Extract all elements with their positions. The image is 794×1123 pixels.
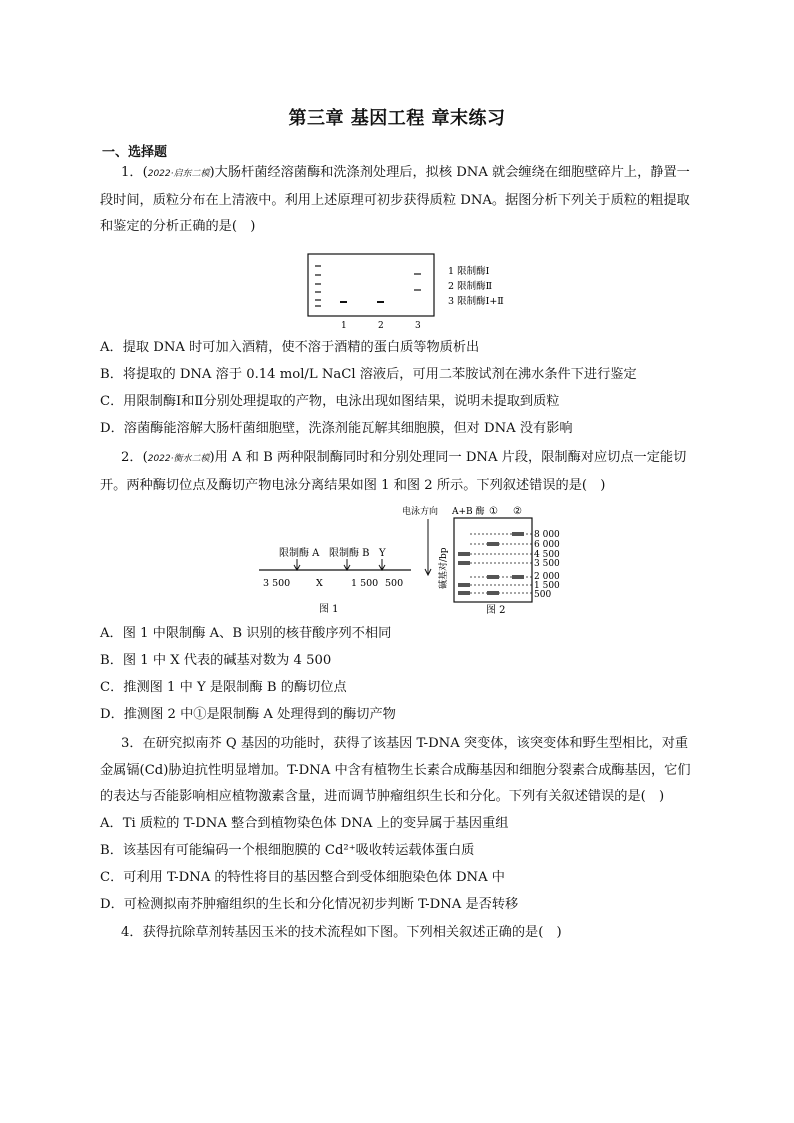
- question-2-stem: 2．(2022·衡水二模)用 A 和 B 两种限制酶同时和分别处理同一 DNA 片段，限制酶对应切点一定能切开。两种酶切位点及酶切产物电泳分离结果如图 1 和图 2 所示。下列叙述错误的是( ): [100, 450, 687, 493]
- source-year: 2022·: [147, 454, 174, 464]
- question-1-stem: 1．(2022·启东二模)大肠杆菌经溶菌酶和洗涤剂处理后，拟核 DNA 就会缠绕在细胞壁碎片上，静置一段时间，质粒分布在上清液中。利用上述原理可初步获得质粒 DNA。据图分析下列关于质粒的粗提取和鉴定的分析正确的是( ): [100, 165, 690, 235]
- lane-header-1: ①: [489, 506, 498, 517]
- band-ab-4500: [458, 552, 470, 556]
- figure-1-caption: 图 1: [319, 604, 339, 615]
- segment-4: 500: [385, 578, 404, 589]
- size-6000: 6 000: [534, 540, 560, 550]
- band-1-2000: [487, 575, 499, 579]
- section-heading: 一、选择题: [102, 145, 168, 160]
- q1-option-b: B．将提取的 DNA 溶于 0.14 mol/L NaCl 溶液后，可用二苯胺试剂在沸水条件下进行鉴定: [100, 367, 637, 382]
- figure-2-gel: [400, 503, 570, 615]
- question-4-stem: 4．获得抗除草剂转基因玉米的技术流程如下图。下列相关叙述正确的是( ): [121, 925, 562, 940]
- gel-ladder: [315, 266, 321, 306]
- segment-3: 1 500: [351, 578, 379, 589]
- q1-option-c: C．用限制酶Ⅰ和Ⅱ分别处理提取的产物，电泳出现如图结果，说明未提取到质粒: [100, 394, 560, 409]
- size-2000: 2 000: [534, 572, 560, 582]
- legend-2: 2 限制酶Ⅱ: [448, 281, 493, 292]
- size-4500: 4 500: [534, 550, 560, 560]
- site-y-label: Y: [379, 548, 386, 559]
- source-year: 2022·: [147, 169, 174, 179]
- segment-x: X: [316, 578, 323, 589]
- lane-label-3: 3: [415, 321, 421, 331]
- q2-option-c: C．推测图 1 中 Y 是限制酶 B 的酶切位点: [100, 680, 347, 695]
- band-ab-3500: [458, 561, 470, 565]
- size-8000: 8 000: [534, 530, 560, 540]
- band-2-8000: [512, 532, 524, 536]
- lane-label-1: 1: [341, 321, 347, 331]
- source-name: 启东二模: [173, 169, 210, 179]
- source-name: 衡水二模: [173, 454, 210, 464]
- figure-2-caption: 图 2: [486, 605, 506, 615]
- enzyme-a-label: 限制酶 A: [279, 548, 320, 559]
- page-title: 第三章 基因工程 章末练习: [288, 108, 506, 129]
- legend-3: 3 限制酶Ⅰ+Ⅱ: [448, 296, 504, 307]
- enzyme-b-label: 限制酶 B: [329, 548, 370, 559]
- q2-option-b: B．图 1 中 X 代表的碱基对数为 4 500: [100, 653, 332, 668]
- figure-2-restriction-map: [255, 538, 415, 618]
- q3-option-c: C．可利用 T-DNA 的特性将目的基因整合到受体细胞染色体 DNA 中: [100, 870, 505, 885]
- q3-option-d: D．可检测拟南芥肿瘤组织的生长和分化情况初步判断 T-DNA 是否转移: [100, 897, 519, 912]
- size-1500: 1 500: [534, 581, 560, 591]
- q3-option-b: B．该基因有可能编码一个根细胞膜的 Cd²⁺吸收转运载体蛋白质: [100, 843, 475, 858]
- gel-box: [454, 518, 532, 602]
- size-3500: 3 500: [534, 559, 560, 569]
- q1-option-a: A．提取 DNA 时可加入酒精，使不溶于酒精的蛋白质等物质析出: [100, 340, 480, 355]
- q3-option-a: A．Ti 质粒的 T-DNA 整合到植物染色体 DNA 上的变异属于基因重组: [100, 816, 509, 831]
- q1-option-d: D．溶菌酶能溶解大肠杆菌细胞壁，洗涤剂能瓦解其细胞膜，但对 DNA 没有影响: [100, 421, 573, 436]
- figure-1-gel: [300, 252, 540, 334]
- q2-option-a: A．图 1 中限制酶 A、B 识别的核苷酸序列不相同: [100, 626, 392, 641]
- gel-box: [308, 254, 434, 316]
- size-500: 500: [534, 590, 552, 600]
- legend-1: 1 限制酶Ⅰ: [448, 266, 490, 277]
- band-1-500: [487, 591, 499, 595]
- question-3-stem: 3．在研究拟南芥 Q 基因的功能时，获得了该基因 T-DNA 突变体，该突变体和野生型相比，对重金属镉(Cd)胁迫抗性明显增加。T-DNA 中含有植物生长素合成酶基因和细胞分裂素合成酶基因，它们的表达与否能影响相应植物激素含量，进而调节肿瘤组织生长和分化。下列有关叙述错误的是( ): [100, 736, 691, 805]
- y-axis-label: 碱基对/bp: [439, 547, 449, 589]
- band-ab-1500: [458, 583, 470, 587]
- segment-1: 3 500: [263, 578, 291, 589]
- band-1-6000: [487, 542, 499, 546]
- direction-label: 电泳方向: [402, 507, 439, 517]
- lane-label-2: 2: [378, 321, 384, 331]
- lane-header-ab: A+B 酶: [452, 507, 485, 517]
- lane-header-2: ②: [513, 506, 522, 517]
- q2-option-d: D．推测图 2 中①是限制酶 A 处理得到的酶切产物: [100, 707, 396, 722]
- band-ab-500: [458, 591, 470, 595]
- band-2-2000: [512, 575, 524, 579]
